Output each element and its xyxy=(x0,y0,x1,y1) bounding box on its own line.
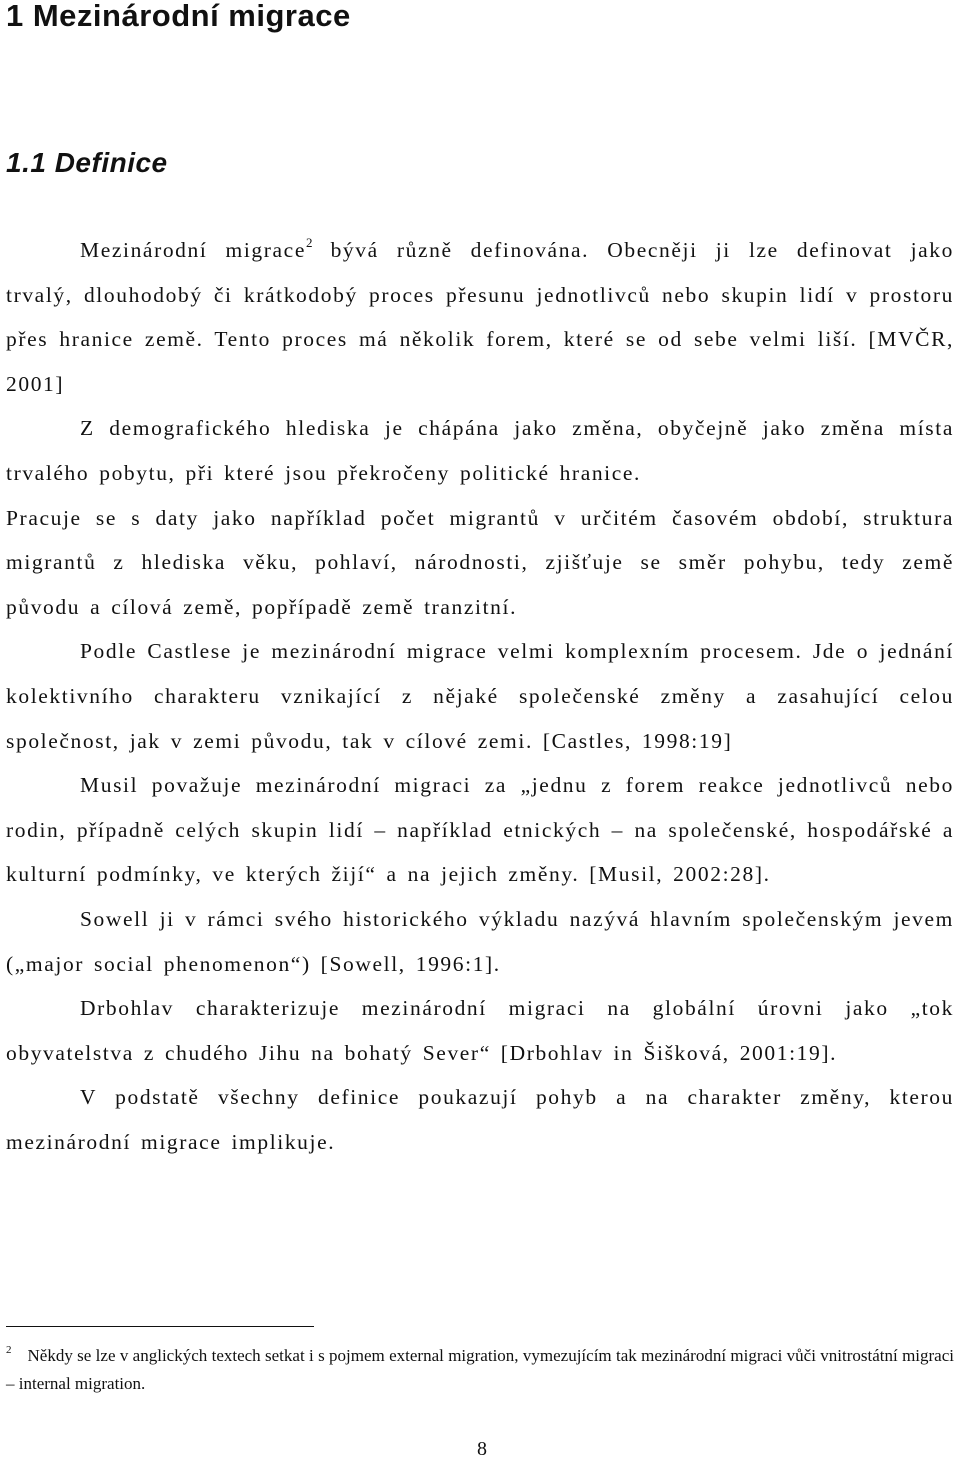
footnote-number: 2 xyxy=(6,1344,12,1356)
paragraph-musil: Musil považuje mezinárodní migraci za „jednu z forem reakce jednotlivců nebo rodin, případně celých skupin lidí – například etnických – na společenské, hospodářské a kulturní podmínky, ve kterých žijí“ a na jejich změny. [Musil, 2002:28]. xyxy=(6,773,954,887)
footnote-text: Někdy se lze v anglických textech setkat i s pojmem external migration, vymezujícím tak mezinárodní migraci vůči vnitrostátní migraci – internal migration. xyxy=(6,1346,954,1393)
footnote xyxy=(6,1342,954,1398)
paragraph-demographic: Z demografického hlediska je chápána jako změna, obyčejně jako změna místa trvalého pobytu, při které jsou překročeny politické hranice. xyxy=(6,416,954,485)
chapter-heading: 1 Mezinárodní migrace xyxy=(6,0,351,33)
paragraph-castles: Podle Castlese je mezinárodní migrace velmi komplexním procesem. Jde o jednání kolektivního charakteru vznikající z nějaké společenské změny a zasahující celou společnost, jak v zemi původu, tak v cílové zemi. [Castles, 1998:19] xyxy=(6,639,954,753)
section-heading: 1.1 Definice xyxy=(6,147,168,178)
paragraph-definition xyxy=(6,228,954,406)
body-text xyxy=(6,228,954,1164)
paragraph-data: Pracuje se s daty jako například počet migrantů v určitém časovém období, struktura migrantů z hlediska věku, pohlaví, národnosti, zjišťuje se směr pohybu, tedy země původu a cílová země, popřípadě země tranzitní. xyxy=(6,505,954,619)
footnote-separator xyxy=(6,1326,314,1327)
page-number: 8 xyxy=(477,1438,487,1460)
footnote-reference[interactable]: 2 xyxy=(305,235,313,250)
paragraph-conclusion: V podstatě všechny definice poukazují pohyb a na charakter změny, kterou mezinárodní migrace implikuje. xyxy=(6,1085,954,1154)
paragraph-drbohlav: Drbohlav charakterizuje mezinárodní migraci na globální úrovni jako „tok obyvatelstva z chudého Jihu na bohatý Sever“ [Drbohlav in Šišková, 2001:19]. xyxy=(6,996,954,1065)
paragraph-sowell: Sowell ji v rámci svého historického výkladu nazývá hlavním společenským jevem („major social phenomenon“) [Sowell, 1996:1]. xyxy=(6,906,954,976)
paragraph-text: Mezinárodní migrace xyxy=(80,238,306,262)
paragraph-text: bývá různě definována. Obecněji ji lze definovat jako trvalý, dlouhodobý či krátkodobý proces přesunu jednotlivců nebo skupin lidí v prostoru přes hranice země. Tento proces má několik forem, které se od sebe velmi liší. [MVČR, 2001] xyxy=(6,238,954,396)
